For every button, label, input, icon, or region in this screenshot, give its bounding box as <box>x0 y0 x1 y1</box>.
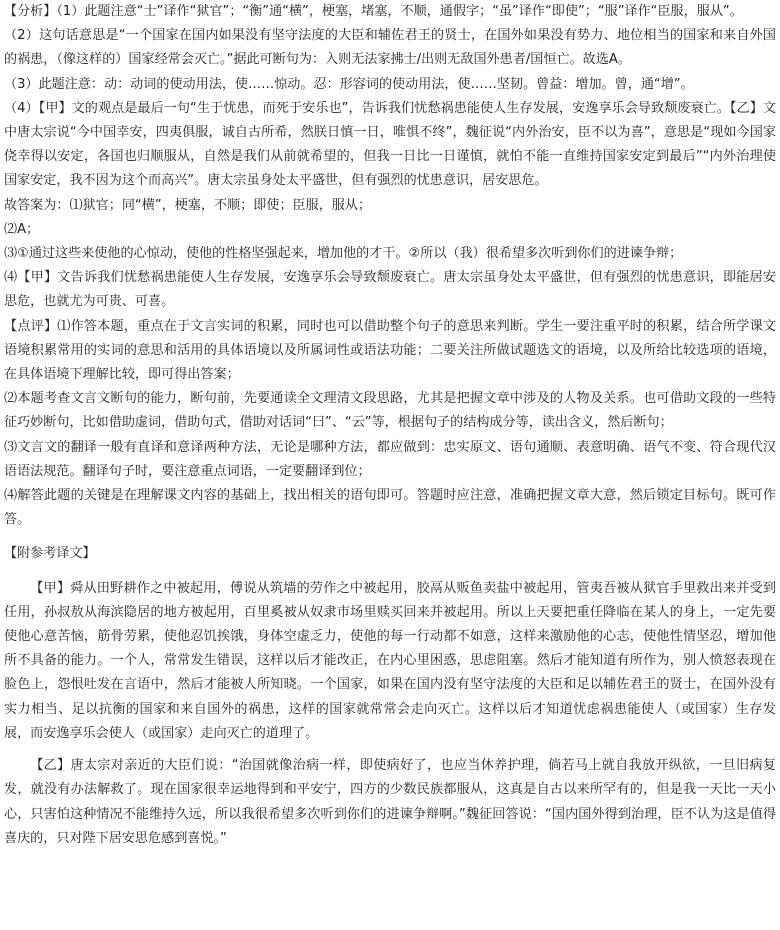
analysis-part-2: （2）这句话意思是“一个国家在国内如果没有坚守法度的大臣和辅佐君王的贤士，在国外如果没有势力、地位相当的国家和来自外国的祸患，（像这样的）国家经常会灭亡。”据此可断句为：入则无法家拂士/出则无敌国外患者/国恒亡。故选A。 <box>4 28 776 68</box>
comment-part-4: ⑷解答此题的关键是在理解课文内容的基础上，找出相关的语句即可。答题时应注意，准确把握文章大意，然后锁定目标句。既可作答。 <box>4 488 776 528</box>
answer-line-2: ⑵A； <box>4 221 40 237</box>
section-spacer <box>4 567 776 577</box>
comment-part-2: ⑵本题考查文言文断句的能力，断句前，先要通读全文理清文段思路，尤其是把握文章中涉及的人物及关系。也可借助文段的一些特征巧妙断句，比如借助虚词，借助句式，借助对话词“曰”、“云”等，根据句子的结构成分等，读出含义，然后断句； <box>4 391 776 431</box>
answer-line-4: ⑷【甲】文告诉我们忧愁祸患能使人生存发展，安逸享乐会导致颓废衰亡。唐太宗虽身处太平盛世，但有强烈的忧患意识，即能居安思危，也就尤为可贵、可喜。 <box>4 270 776 310</box>
analysis-part-4: （4）【甲】文的观点是最后一句“生于忧患，而死于安乐也”，告诉我们忧愁祸患能使人生存发展，安逸享乐会导致颓废衰亡。【乙】文中唐太宗说“今中国幸安，四夷俱服，诚自古所希，然朕日慎一日，唯惧不终”，魏征说“内外治安，臣不以为喜”，意思是“现如今国家侥幸得以安定，各国也归顺服从，自然是我们从前就希望的，但我一日比一日谨慎，就怕不能一直维持国家安定到最后”“内外治理使国家安定，我不因为这个而高兴”。唐太宗虽身处太平盛世，但有强烈的忧患意识，居安思危。 <box>4 100 776 189</box>
translation-paragraph-jia: 【甲】舜从田野耕作之中被起用，傅说从筑墙的劳作之中被起用，胶鬲从贩鱼卖盐中被起用，管夷吾被从狱官手里救出来并受到任用，孙叔敖从海滨隐居的地方被起用，百里奚被从奴隶市场里赎买回来并被起用。所以上天要把重任降临在某人的身上，一定先要使他心意苦恼，筋骨劳累，使他忍饥挨饿，身体空虚乏力，使他的每一行动都不如意，这样来激励他的心志，使他性情坚忍，增加他所不具备的能力。一个人，常常发生错误，这样以后才能改正，在内心里困惑，思虑阻塞。然后才能知道有所作为，别人愤怒表现在脸色上，怨恨吐发在言语中，然后才能被人所知晓。一个国家，如果在国内没有坚守法度的大臣和足以辅佐君王的贤士，在国外没有实力相当、足以抗衡的国家和来自国外的祸患，这样的国家就常常会走向灭亡。这样以后才知道忧虑祸患能使人（或国家）生存发展，而安逸享乐会使人（或国家）走向灭亡的道理了。 <box>4 580 776 741</box>
section-spacer <box>4 532 776 542</box>
analysis-part-3: （3）此题注意：动：动词的使动用法，使……惊动。忍：形容词的使动用法，使……坚韧。曾益：增加。曾，通“增”。 <box>4 76 694 92</box>
translation-section <box>4 542 776 850</box>
comment-section <box>4 315 776 533</box>
paragraph-spacer <box>4 746 776 754</box>
answer-line-1: 故答案为：⑴狱官；同“横”，梗塞，不顺；即使；臣服，服从； <box>4 197 372 213</box>
answer-line-3: ⑶①通过这些来使他的心惊动，使他的性格坚强起来，增加他的才干。②所以（我）很希望多次听到你们的进谏争辩； <box>4 246 683 262</box>
comment-part-3: ⑶文言文的翻译一般有直译和意译两种方法，无论是哪种方法，都应做到：忠实原文、语句通顺、表意明确、语气不变、符合现代汉语语法规范。翻译句子时，要注意重点词语，一定要翻译到位； <box>4 439 776 479</box>
comment-part-1: 【点评】⑴作答本题，重点在于文言实词的积累，同时也可以借助整个句子的意思来判断。学生一要注重平时的积累，结合所学课文语境积累常用的实词的意思和活用的具体语境以及所属词性或语法功能；二要关注所做试题选文的语境，以及所给比较选项的语境，在具体语境下理解比较，即可得出答案； <box>4 318 776 383</box>
analysis-section <box>4 0 776 194</box>
analysis-part-1: 【分析】（1）此题注意“士”译作“狱官”；“衡”通“横”，梗塞，堵塞，不顺，通假字；“虽”译作“即使”；“服”译作“臣服，服从”。 <box>4 4 743 19</box>
answer-section <box>4 194 776 315</box>
translation-title: 【附参考译文】 <box>4 546 96 562</box>
translation-paragraph-yi: 【乙】唐太宗对亲近的大臣们说：“治国就像治病一样，即使病好了，也应当休养护理，倘若马上就自我放开纵欲，一旦旧病复发，就没有办法解救了。现在国家很幸运地得到和平安宁，四方的少数民族都服从，这真是自古以来所罕有的，但是我一天比一天小心，只害怕这种情况不能维持久远，所以我很希望多次听到你们的进谏争辩啊。”魏征回答说：“国内国外得到治理，臣不认为这是值得喜庆的，只对陛下居安思危感到喜悦。” <box>4 758 776 846</box>
